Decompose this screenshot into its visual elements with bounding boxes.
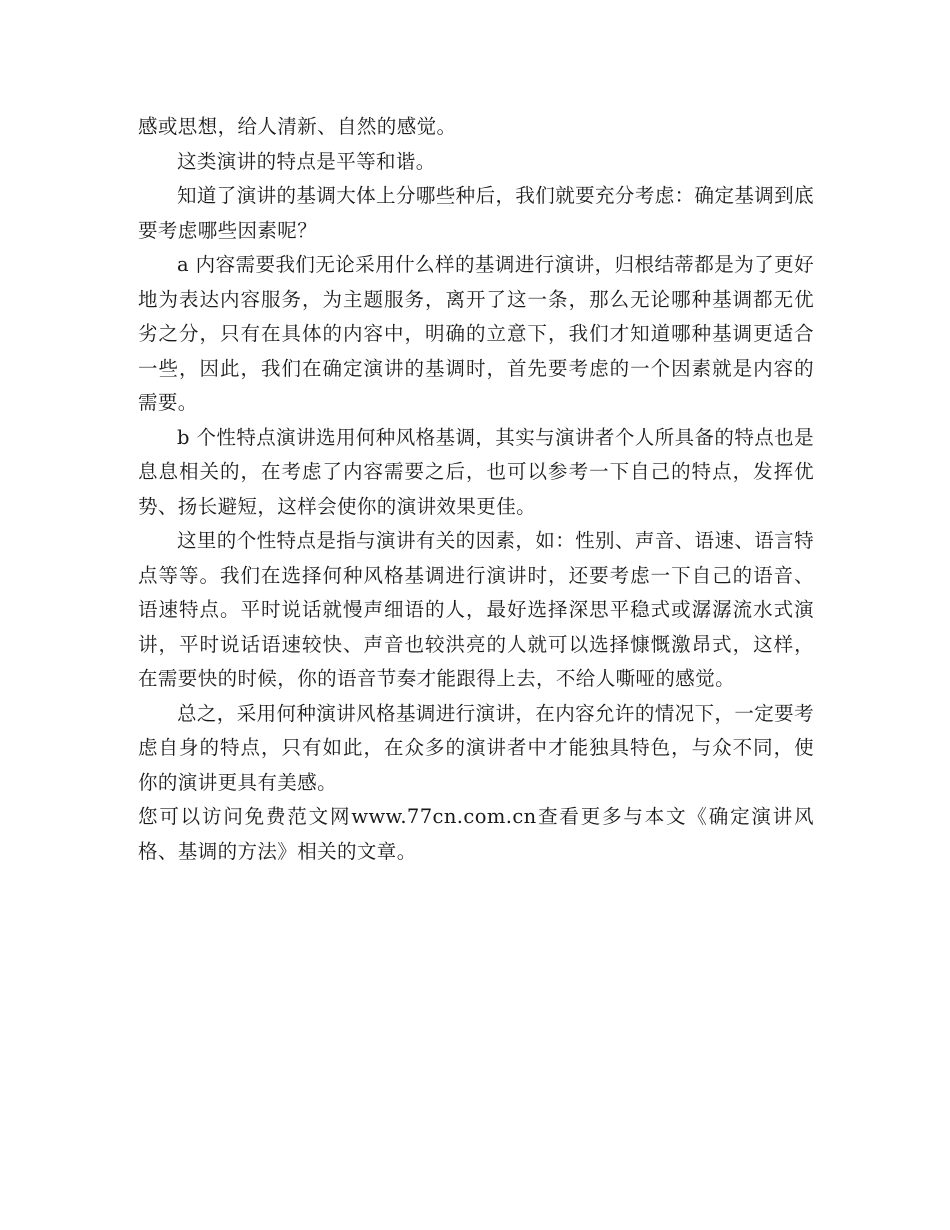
paragraph-personality-detail: 这里的个性特点是指与演讲有关的因素，如：性别、声音、语速、语言特点等等。我们在选择何种风格基调进行演讲时，还要考虑一下自己的语音、语速特点。平时说话就慢声细语的人，最好选择深思平稳式或潺潺流水式演讲，平时说话语速较快、声音也较洪亮的人就可以选择慷慨激昂式，这样，在需要快的时候，你的语音节奏才能跟得上去，不给人嘶哑的感觉。	[138, 529, 814, 690]
footer-note: 您可以访问免费范文网www.77cn.com.cn查看更多与本文《确定演讲风格、基调的方法》相关的文章。	[138, 805, 814, 863]
paragraph-conclusion: 总之，采用何种演讲风格基调进行演讲，在内容允许的情况下，一定要考虑自身的特点，只有如此，在众多的演讲者中才能独具特色，与众不同，使你的演讲更具有美感。	[138, 701, 814, 794]
document-body	[138, 110, 814, 869]
paragraph-question: 知道了演讲的基调大体上分哪些种后，我们就要充分考虑：确定基调到底要考虑哪些因素呢？	[138, 184, 814, 242]
paragraph-continuation: 感或思想，给人清新、自然的感觉。	[138, 115, 457, 138]
paragraph-content-need: a 内容需要我们无论采用什么样的基调进行演讲，归根结蒂都是为了更好地为表达内容服务，为主题服务，离开了这一条，那么无论哪种基调都无优劣之分，只有在具体的内容中，明确的立意下，我们才知道哪种基调更适合一些，因此，我们在确定演讲的基调时，首先要考虑的一个因素就是内容的需要。	[138, 253, 814, 414]
paragraph-feature: 这类演讲的特点是平等和谐。	[177, 149, 436, 173]
paragraph-personality: b 个性特点演讲选用何种风格基调，其实与演讲者个人所具备的特点也是息息相关的，在考虑了内容需要之后，也可以参考一下自己的特点，发挥优势、扬长避短，这样会使你的演讲效果更佳。	[138, 425, 814, 518]
